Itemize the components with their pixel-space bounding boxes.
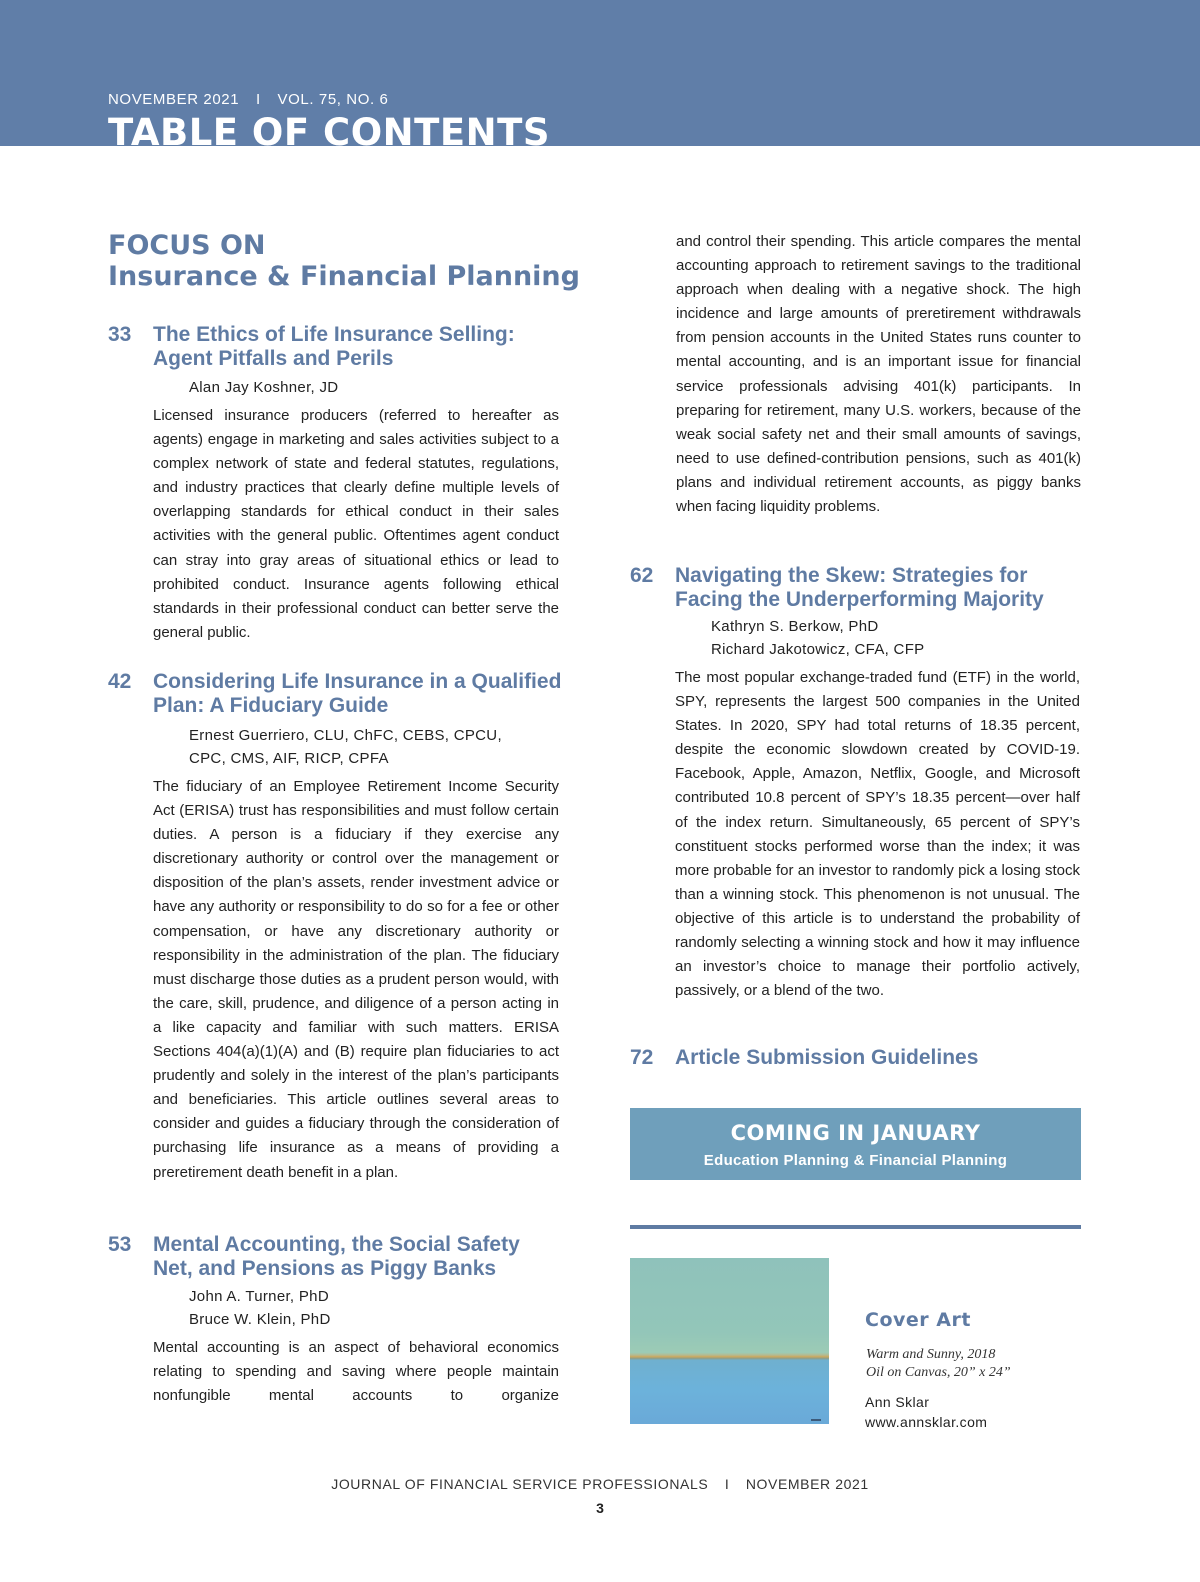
page-title: TABLE OF CONTENTS xyxy=(108,111,550,146)
article-summary: The most popular exchange-traded fund (ETF) in the world, SPY, represents the largest 500 companies in the United States. In 2020, SPY had total returns of 18.35 percent, despite the economic slowdown created by COVID-19. Facebook, Apple, Amazon, Netflix, Google, and Microsoft contributed 10.8 percent of SPY’s 18.35 percent—over half of the index return. Simultaneously, 65 percent of SPY’s constituent stocks performed worse than the index; it was more probable for an investor to randomly pick a losing stock than a winning stock. This phenomenon is not unusual. The objective of this article is to understand the probability of randomly selecting a winning stock and how it may influence an investor’s choice to manage their portfolio actively, passively, or a blend of the two. xyxy=(675,669,1080,1000)
article-authors xyxy=(711,616,924,661)
article-page-number: 62 xyxy=(630,564,654,587)
cover-art-medium: Oil on Canvas, 20” x 24” xyxy=(866,1365,1011,1380)
article-53-summary-continued: and control their spending. This article compares the mental accounting approach to retirement savings to the traditional approach when dealing with a negative shock. The high incidence and large amounts of preretirement withdrawals from pension accounts in the United States runs counter to mental accounting, and is an important issue for financial service professionals advising 401(k) participants. In preparing for retirement, many U.S. workers, because of the weak social safety net and their small amounts of savings, need to use defined-contribution pensions, such as 401(k) plans and individual retirement accounts, as piggy banks when facing liquidity problems. xyxy=(676,233,1081,516)
footer-date: NOVEMBER 2021 xyxy=(745,1476,869,1492)
issue-separator: I xyxy=(255,91,261,108)
coming-subtitle: Education Planning & Financial Planning xyxy=(703,1152,1008,1169)
author: John A. Turner, PhD xyxy=(189,1288,329,1305)
article-summary: The fiduciary of an Employee Retirement Income Security Act (ERISA) trust has responsibilities and must follow certain duties. A person is a fiduciary if they exercise any discretionary authority or control over the management or disposition of the plan’s assets, render investment advice or have any authority or responsibility to do so for a fee or other compensation, or have any discretionary authority or responsibility in the administration of the plan. The fiduciary must discharge those duties as a prudent person would, with the care, skill, prudence, and diligence of a person acting in a like capacity and familiar with such matters. ERISA Sections 404(a)(1)(A) and (B) require plan fiduciaries to act prudently and solely in the interest of the plan’s participants and beneficiaries. This article outlines several areas to consider and guides a fiduciary through the consideration of purchasing life insurance as a means of providing a preretirement death benefit in a plan. xyxy=(153,778,559,1181)
issue-line xyxy=(108,91,388,108)
author: Richard Jakotowicz, CFA, CFP xyxy=(711,640,925,658)
focus-line-2: Insurance & Financial Planning xyxy=(108,261,580,292)
cover-art-heading: Cover Art xyxy=(865,1309,971,1331)
article-page-number: 42 xyxy=(108,670,132,693)
article-title[interactable]: Article Submission Guidelines xyxy=(675,1046,979,1069)
author: Ernest Guerriero, CLU, ChFC, CEBS, CPCU, xyxy=(189,727,502,744)
page-footer xyxy=(0,1476,1200,1492)
article-authors xyxy=(189,1286,331,1331)
footer-journal: JOURNAL OF FINANCIAL SERVICE PROFESSIONALS xyxy=(331,1476,709,1492)
painting-signature xyxy=(811,1419,821,1421)
article-title[interactable]: Considering Life Insurance in a Qualified Plan: A Fiduciary Guide xyxy=(153,670,562,717)
issue-date: NOVEMBER 2021 xyxy=(108,91,240,108)
focus-heading xyxy=(108,230,580,292)
author: Kathryn S. Berkow, PhD xyxy=(711,618,879,635)
cover-art-website[interactable]: www.annsklar.com xyxy=(865,1414,988,1430)
cover-art-painting xyxy=(630,1258,829,1424)
article-authors xyxy=(189,725,502,770)
coming-next-issue-box xyxy=(630,1108,1081,1180)
section-divider xyxy=(630,1225,1081,1229)
article-summary: Mental accounting is an aspect of behavioral economics relating to spending and saving where people maintain nonfungible mental accounts to organize xyxy=(153,1339,559,1405)
article-title[interactable]: The Ethics of Life Insurance Selling: Agent Pitfalls and Perils xyxy=(153,323,515,370)
focus-line-1: FOCUS ON xyxy=(108,230,266,261)
article-page-number: 72 xyxy=(630,1046,654,1069)
article-title[interactable]: Navigating the Skew: Strategies for Facing the Underperforming Majority xyxy=(675,564,1044,611)
page-number: 3 xyxy=(596,1500,604,1516)
article-page-number: 53 xyxy=(108,1233,132,1256)
coming-title: COMING IN JANUARY xyxy=(730,1121,981,1145)
cover-art-artist-info xyxy=(865,1392,987,1432)
cover-art-artist: Ann Sklar xyxy=(865,1394,930,1410)
author: Alan Jay Koshner, JD xyxy=(189,379,339,396)
cover-art-work-info xyxy=(866,1346,1011,1382)
author: Bruce W. Klein, PhD xyxy=(189,1310,331,1328)
issue-volume: VOL. 75, NO. 6 xyxy=(277,91,389,108)
article-page-number: 33 xyxy=(108,323,132,346)
article-authors xyxy=(189,377,338,400)
header-band xyxy=(0,0,1200,146)
footer-separator: I xyxy=(724,1476,730,1492)
article-summary: Licensed insurance producers (referred to hereafter as agents) engage in marketing and sales activities subject to a complex network of state and federal statutes, regulations, and industry practices that clearly define multiple levels of overlapping standards for ethical conduct in their sales activities with the general public. Oftentimes agent conduct can stray into gray areas of situational ethics or lead to prohibited conduct. Insurance agents following ethical standards in their professional conduct can better serve the general public. xyxy=(153,407,559,641)
author: CPC, CMS, AIF, RICP, CPFA xyxy=(189,749,389,767)
cover-art-title: Warm and Sunny, 2018 xyxy=(866,1347,996,1362)
article-title[interactable]: Mental Accounting, the Social Safety Net, and Pensions as Piggy Banks xyxy=(153,1233,520,1280)
